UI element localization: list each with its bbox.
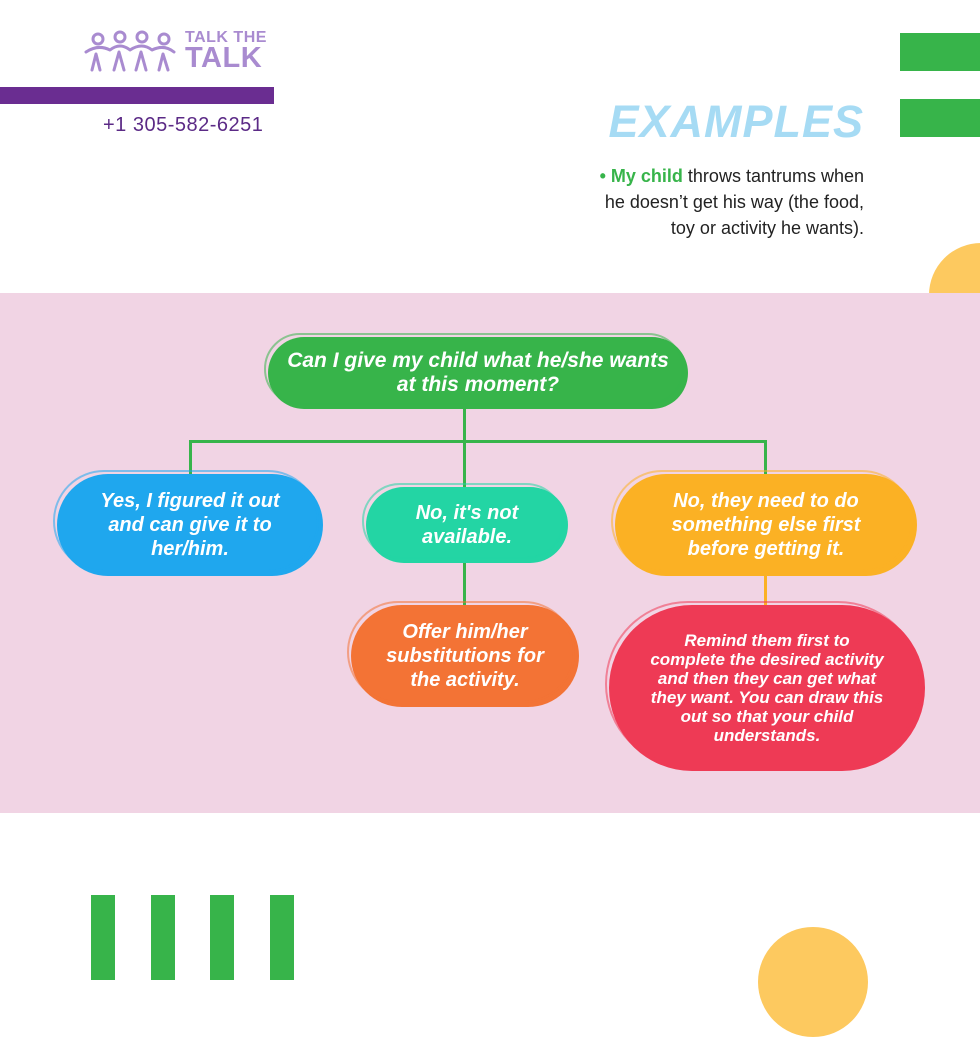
example-bullet: • [599,166,606,186]
connector-to-not-available [463,440,466,488]
family-figures-icon [84,30,176,74]
option-not-available-text: No, it's not available. [415,502,519,548]
green-stripe-3 [210,895,234,980]
green-stripe-1 [91,895,115,980]
option-not-available-box [366,487,568,563]
connector-to-yes [189,440,192,474]
question-box [268,337,688,409]
result-remind-text: Remind them first to complete the desired activity and then they can get what they want. You can draw this out so that your child understands. [650,631,884,745]
green-stripe-2 [151,895,175,980]
brand-logo-text [185,30,267,73]
brand-line-2: TALK [185,42,263,74]
connector-to-first [764,440,767,474]
green-decor-bar-middle [900,99,980,137]
phone-number: +1 305-582-6251 [103,114,264,136]
green-decor-bar-top [900,33,980,71]
result-remind-box [609,605,925,771]
connector-horizontal [189,440,767,443]
yellow-decor-circle-bottom [758,927,868,1037]
brand-line-1: TALK THE [185,29,267,46]
result-substitute-box [351,605,579,707]
question-text: Can I give my child what he/she wants at this moment? [287,349,669,396]
option-first-text: No, they need to do something else first before getting it. [671,490,861,560]
example-body: throws tantrums when he doesn’t get his way (the food, toy or activity he wants). [604,166,864,238]
option-first-box [615,474,917,576]
connector-question-down [463,408,466,442]
connector-to-substitute [463,562,466,606]
result-substitute-text: Offer him/her substitutions for the activity. [386,621,544,691]
green-stripe-4 [270,895,294,980]
option-yes-text: Yes, I figured it out and can give it to her/him. [100,490,280,560]
examples-heading: EXAMPLES [608,96,864,147]
option-yes-box [57,474,323,576]
example-description [584,163,864,241]
example-highlight: My child [610,166,683,186]
connector-to-remind [764,576,767,606]
purple-divider-bar [0,87,274,104]
